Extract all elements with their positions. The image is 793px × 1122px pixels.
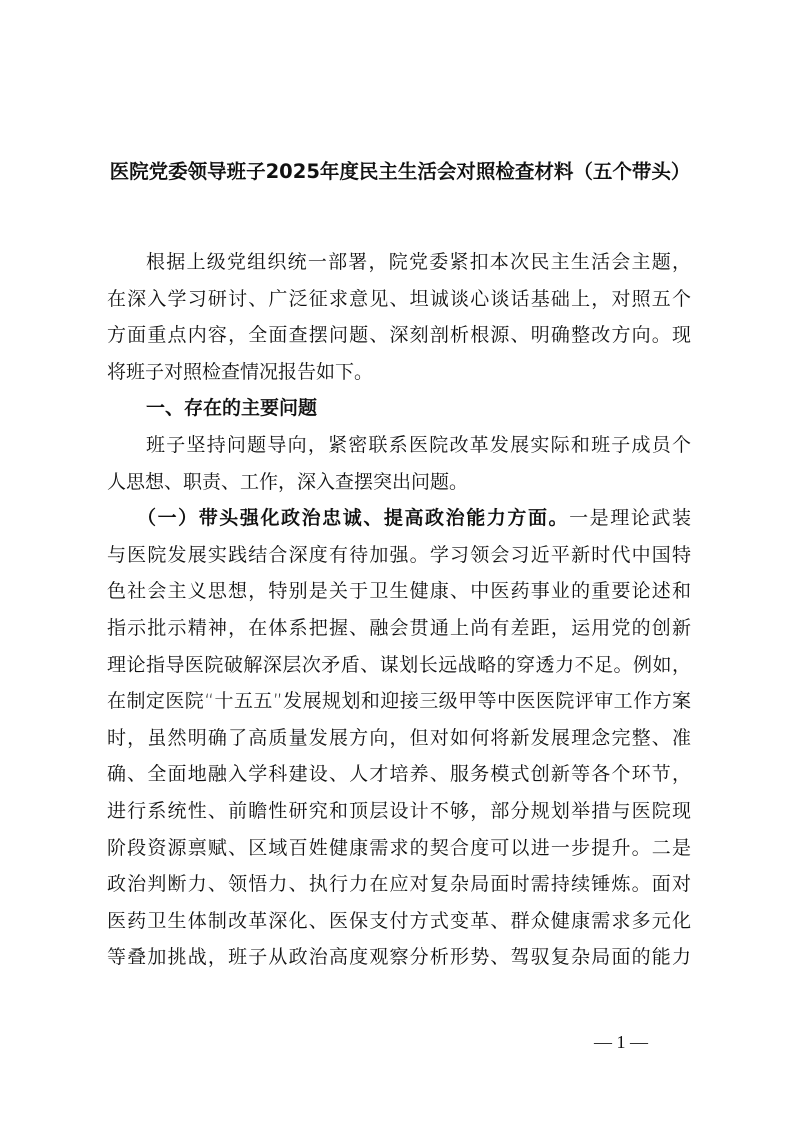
- document-title: 医院党委领导班子2025年度民主生活会对照检查材料（五个带头）: [109, 160, 691, 183]
- subsection-line: 时，虽然明确了高质量发展方向，但对如何将新发展理念完整、准: [107, 726, 691, 749]
- subsection-line: 进行系统性、前瞻性研究和顶层设计不够，部分规划举措与医院现: [107, 799, 691, 822]
- intro-line: 方面重点内容，全面查摆问题、深刻剖析根源、明确整改方向。现: [107, 324, 691, 347]
- subsection-line: 医药卫生体制改革深化、医保支付方式变革、群众健康需求多元化: [107, 909, 691, 932]
- subsection-line: 色社会主义思想，特别是关于卫生健康、中医药事业的重要论述和: [107, 580, 691, 603]
- section-heading: 一、存在的主要问题: [146, 397, 318, 420]
- section-line: 人思想、职责、工作，深入查摆突出问题。: [107, 470, 469, 493]
- intro-line: 在深入学习研讨、广泛征求意见、坦诚谈心谈话基础上，对照五个: [107, 287, 691, 310]
- intro-line: 将班子对照检查情况报告如下。: [107, 360, 374, 383]
- subsection-first-line-text: 一是理论武装: [569, 507, 691, 530]
- subsection-line: 在制定医院“十五五”发展规划和迎接三级甲等中医医院评审工作方案: [107, 690, 691, 713]
- subsection-line: 确、全面地融入学科建设、人才培养、服务模式创新等各个环节，: [107, 763, 691, 786]
- subsection-first-line: [107, 500, 691, 537]
- subsection-line: 阶段资源禀赋、区域百姓健康需求的契合度可以进一步提升。二是: [107, 836, 691, 859]
- document-body: [107, 244, 691, 976]
- subsection-heading: （一）带头强化政治忠诚、提高政治能力方面。: [137, 507, 570, 530]
- subsection-line: 政治判断力、领悟力、执行力在应对复杂局面时需持续锤炼。面对: [107, 873, 691, 896]
- section-line: 班子坚持问题导向，紧密联系医院改革发展实际和班子成员个: [146, 433, 691, 456]
- intro-line: 根据上级党组织统一部署，院党委紧扣本次民主生活会主题，: [146, 251, 691, 273]
- subsection-line: 与医院发展实践结合深度有待加强。学习领会习近平新时代中国特: [107, 543, 691, 566]
- page-number: — 1 —: [594, 1032, 648, 1052]
- subsection-line: 指示批示精神，在体系把握、融会贯通上尚有差距，运用党的创新: [107, 616, 691, 639]
- subsection-line: 等叠加挑战，班子从政治高度观察分析形势、驾驭复杂局面的能力: [107, 946, 691, 969]
- subsection-line: 理论指导医院破解深层次矛盾、谋划长远战略的穿透力不足。例如，: [107, 653, 691, 676]
